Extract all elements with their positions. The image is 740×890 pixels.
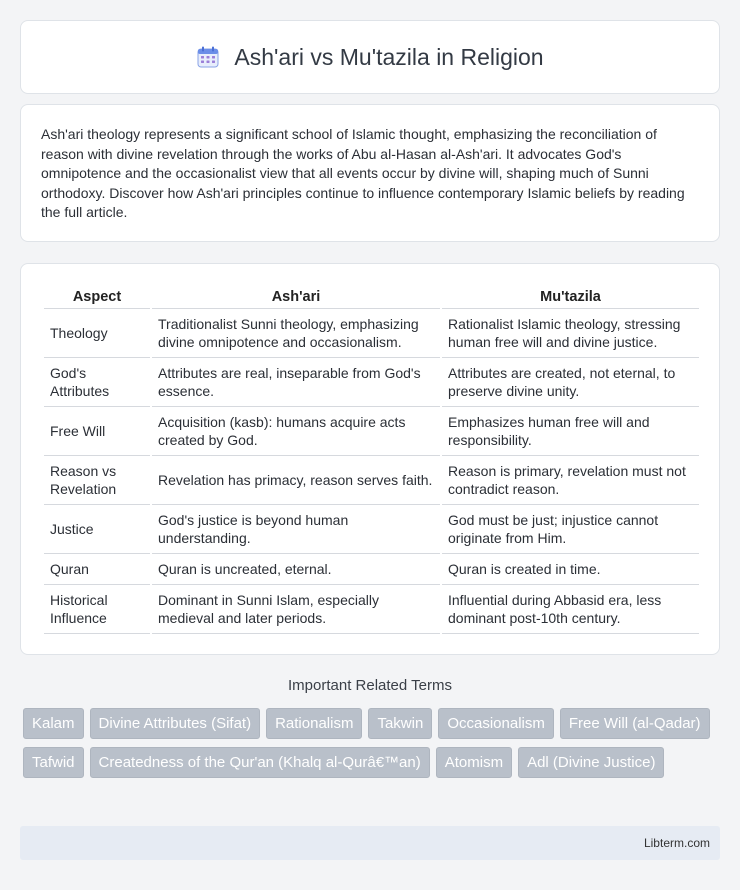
tag-divine-attributes[interactable]: Divine Attributes (Sifat) xyxy=(90,708,261,739)
table-row xyxy=(44,505,699,554)
footer xyxy=(20,826,720,860)
table-cell-aspect: Theology xyxy=(44,309,150,358)
table-row xyxy=(44,358,699,407)
table-row xyxy=(44,407,699,456)
table-cell-mutazila: Attributes are created, not eternal, to preserve divine unity. xyxy=(442,358,699,407)
table-cell-aspect: Free Will xyxy=(44,407,150,456)
comparison-table xyxy=(42,282,701,634)
table-cell-mutazila: Quran is created in time. xyxy=(442,554,699,585)
header-aspect: Aspect xyxy=(44,282,150,309)
table-header-row xyxy=(44,282,699,309)
tag-atomism[interactable]: Atomism xyxy=(436,747,512,778)
comparison-table-card xyxy=(20,263,720,655)
header-ashari: Ash'ari xyxy=(152,282,440,309)
intro-card xyxy=(20,104,720,242)
table-row xyxy=(44,309,699,358)
table-cell-ashari: Quran is uncreated, eternal. xyxy=(152,554,440,585)
table-cell-mutazila: God must be just; injustice cannot originate from Him. xyxy=(442,505,699,554)
related-terms-tags xyxy=(23,708,723,786)
tag-rationalism[interactable]: Rationalism xyxy=(266,708,362,739)
related-terms-title: Important Related Terms xyxy=(288,677,452,694)
table-cell-mutazila: Emphasizes human free will and responsibility. xyxy=(442,407,699,456)
tag-free-will[interactable]: Free Will (al-Qadar) xyxy=(560,708,710,739)
tag-createdness-quran[interactable]: Createdness of the Qur'an (Khalq al-Qurâ€™an) xyxy=(90,747,430,778)
table-cell-ashari: Dominant in Sunni Islam, especially medieval and later periods. xyxy=(152,585,440,634)
table-cell-mutazila: Reason is primary, revelation must not contradict reason. xyxy=(442,456,699,505)
table-cell-mutazila: Influential during Abbasid era, less dominant post-10th century. xyxy=(442,585,699,634)
table-cell-ashari: Acquisition (kasb): humans acquire acts created by God. xyxy=(152,407,440,456)
calendar-icon xyxy=(196,45,220,69)
table-cell-aspect: God's Attributes xyxy=(44,358,150,407)
table-cell-aspect: Quran xyxy=(44,554,150,585)
table-cell-aspect: Reason vs Revelation xyxy=(44,456,150,505)
page-title: Ash'ari vs Mu'tazila in Religion xyxy=(234,43,544,70)
tag-tafwid[interactable]: Tafwid xyxy=(23,747,84,778)
footer-brand[interactable]: Libterm.com xyxy=(643,836,710,850)
table-cell-ashari: Traditionalist Sunni theology, emphasizing divine omnipotence and occasionalism. xyxy=(152,309,440,358)
table-cell-aspect: Historical Influence xyxy=(44,585,150,634)
table-row xyxy=(44,456,699,505)
tag-adl[interactable]: Adl (Divine Justice) xyxy=(518,747,664,778)
table-row xyxy=(44,585,699,634)
table-cell-ashari: God's justice is beyond human understanding. xyxy=(152,505,440,554)
tag-occasionalism[interactable]: Occasionalism xyxy=(438,708,554,739)
table-row xyxy=(44,554,699,585)
table-cell-mutazila: Rationalist Islamic theology, stressing human free will and divine justice. xyxy=(442,309,699,358)
intro-text: Ash'ari theology represents a significant school of Islamic thought, emphasizing the reconciliation of reason with divine revelation through the works of Abu al-Hasan al-Ash'ari. It advocates God's omnipotence and the occasionalist view that all events occur by divine will, shaping much of Sunni orthodoxy. Discover how Ash'ari principles continue to influence contemporary Islamic beliefs by reading the full article. xyxy=(41,126,685,221)
header-mutazila: Mu'tazila xyxy=(442,282,699,309)
table-cell-ashari: Attributes are real, inseparable from God's essence. xyxy=(152,358,440,407)
table-cell-aspect: Justice xyxy=(44,505,150,554)
table-cell-ashari: Revelation has primacy, reason serves faith. xyxy=(152,456,440,505)
header-card xyxy=(20,20,720,94)
tag-kalam[interactable]: Kalam xyxy=(23,708,84,739)
tag-takwin[interactable]: Takwin xyxy=(368,708,432,739)
